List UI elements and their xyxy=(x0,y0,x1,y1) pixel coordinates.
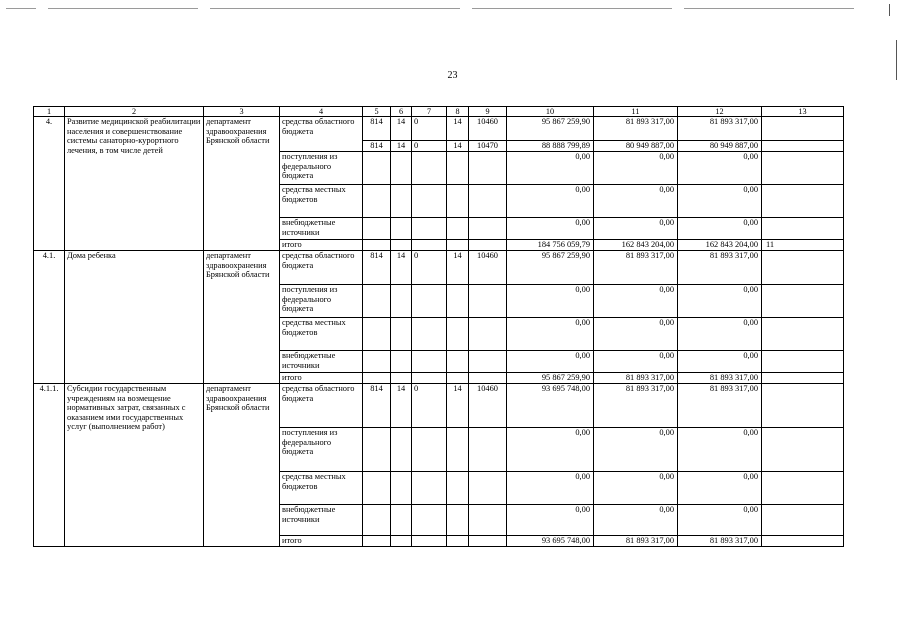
cell-code xyxy=(412,428,447,472)
cell-note xyxy=(762,373,844,384)
cell-amount: 95 867 259,90 xyxy=(507,251,594,285)
column-number: 11 xyxy=(594,107,678,117)
cell-code xyxy=(447,285,469,318)
cell-amount: 0,00 xyxy=(594,351,678,373)
funding-source: средства областного бюджета xyxy=(280,117,363,152)
cell-code xyxy=(412,218,447,240)
table-row xyxy=(34,384,844,428)
cell-code xyxy=(447,152,469,185)
cell-amount: 81 893 317,00 xyxy=(594,384,678,428)
cell-code: 0 xyxy=(412,117,447,141)
cell-code xyxy=(469,185,507,218)
column-number: 12 xyxy=(678,107,762,117)
cell-code: 814 xyxy=(363,251,391,285)
funding-source: средства местных бюджетов xyxy=(280,185,363,218)
cell-code: 14 xyxy=(447,384,469,428)
cell-code: 0 xyxy=(412,141,447,152)
cell-code xyxy=(447,505,469,536)
cell-code xyxy=(363,428,391,472)
cell-amount: 0,00 xyxy=(594,505,678,536)
cell-amount: 81 893 317,00 xyxy=(678,384,762,428)
cell-code xyxy=(412,472,447,505)
budget-table xyxy=(33,106,844,547)
cell-amount: 0,00 xyxy=(594,318,678,351)
cell-code xyxy=(363,472,391,505)
cell-amount: 0,00 xyxy=(678,472,762,505)
item-number: 4. xyxy=(34,117,65,251)
cell-amount: 93 695 748,00 xyxy=(507,384,594,428)
scan-edge-mark xyxy=(889,4,890,16)
cell-amount: 88 888 799,89 xyxy=(507,141,594,152)
cell-code xyxy=(412,351,447,373)
cell-code xyxy=(412,185,447,218)
funding-source: средства областного бюджета xyxy=(280,384,363,428)
cell-amount: 0,00 xyxy=(678,218,762,240)
column-number: 2 xyxy=(65,107,204,117)
cell-amount: 0,00 xyxy=(678,318,762,351)
cell-amount: 81 893 317,00 xyxy=(678,117,762,141)
cell-code xyxy=(447,185,469,218)
cell-code xyxy=(447,373,469,384)
cell-amount: 81 893 317,00 xyxy=(594,117,678,141)
cell-code: 14 xyxy=(391,117,412,141)
cell-code xyxy=(412,285,447,318)
cell-note xyxy=(762,218,844,240)
cell-code: 0 xyxy=(412,251,447,285)
cell-amount: 80 949 887,00 xyxy=(678,141,762,152)
cell-code xyxy=(363,351,391,373)
cell-amount: 162 843 204,00 xyxy=(594,240,678,251)
cell-code: 10460 xyxy=(469,117,507,141)
cell-code xyxy=(363,285,391,318)
cell-note xyxy=(762,117,844,141)
cell-amount: 0,00 xyxy=(678,285,762,318)
cell-code: 0 xyxy=(412,384,447,428)
cell-code xyxy=(469,472,507,505)
funding-source: поступления из федерального бюджета xyxy=(280,285,363,318)
cell-amount: 0,00 xyxy=(507,152,594,185)
funding-source: средства местных бюджетов xyxy=(280,472,363,505)
cell-amount: 81 893 317,00 xyxy=(594,251,678,285)
cell-note xyxy=(762,285,844,318)
cell-note xyxy=(762,428,844,472)
cell-code xyxy=(469,373,507,384)
cell-note xyxy=(762,505,844,536)
cell-code: 14 xyxy=(447,251,469,285)
cell-amount: 0,00 xyxy=(594,185,678,218)
cell-code xyxy=(469,318,507,351)
item-executor: департамент здравоохранения Брянской области xyxy=(204,117,280,251)
cell-amount: 0,00 xyxy=(678,351,762,373)
cell-code xyxy=(363,218,391,240)
funding-source: внебюджетные источники xyxy=(280,218,363,240)
cell-code xyxy=(391,373,412,384)
item-executor: департамент здравоохранения Брянской области xyxy=(204,251,280,384)
column-number: 9 xyxy=(469,107,507,117)
cell-code xyxy=(469,218,507,240)
cell-code: 10460 xyxy=(469,251,507,285)
cell-amount: 0,00 xyxy=(678,152,762,185)
page-number: 23 xyxy=(447,70,458,81)
cell-code xyxy=(363,152,391,185)
cell-amount: 0,00 xyxy=(507,318,594,351)
cell-code: 814 xyxy=(363,384,391,428)
item-number: 4.1.1. xyxy=(34,384,65,547)
item-name: Субсидии государственным учреждениям на возмещение нормативных затрат, связанных с оказанием ими государственных услуг (выполнением работ) xyxy=(65,384,204,547)
cell-amount: 0,00 xyxy=(678,185,762,218)
scan-artifact xyxy=(0,8,905,10)
column-number: 4 xyxy=(280,107,363,117)
cell-amount: 81 893 317,00 xyxy=(594,536,678,547)
cell-code xyxy=(412,536,447,547)
cell-code: 14 xyxy=(391,141,412,152)
cell-amount: 0,00 xyxy=(594,218,678,240)
cell-amount: 95 867 259,90 xyxy=(507,117,594,141)
cell-code: 814 xyxy=(363,117,391,141)
cell-code xyxy=(412,373,447,384)
cell-code xyxy=(447,472,469,505)
cell-code xyxy=(391,218,412,240)
cell-code xyxy=(363,185,391,218)
cell-amount: 0,00 xyxy=(678,505,762,536)
cell-amount: 0,00 xyxy=(507,218,594,240)
column-number: 5 xyxy=(363,107,391,117)
cell-code xyxy=(469,285,507,318)
cell-note xyxy=(762,318,844,351)
table-row xyxy=(34,251,844,285)
item-number: 4.1. xyxy=(34,251,65,384)
cell-code xyxy=(469,240,507,251)
cell-amount: 81 893 317,00 xyxy=(678,251,762,285)
cell-amount: 81 893 317,00 xyxy=(594,373,678,384)
cell-code xyxy=(447,318,469,351)
cell-amount: 95 867 259,90 xyxy=(507,373,594,384)
cell-code xyxy=(363,318,391,351)
cell-code xyxy=(447,218,469,240)
cell-code: 14 xyxy=(391,384,412,428)
cell-code xyxy=(363,240,391,251)
item-name: Дома ребенка xyxy=(65,251,204,384)
cell-code xyxy=(363,373,391,384)
cell-code xyxy=(391,185,412,218)
cell-amount: 80 949 887,00 xyxy=(594,141,678,152)
cell-code xyxy=(412,152,447,185)
cell-code xyxy=(363,505,391,536)
cell-code xyxy=(447,240,469,251)
cell-note: 11 xyxy=(762,240,844,251)
cell-amount: 0,00 xyxy=(594,472,678,505)
cell-code xyxy=(447,536,469,547)
cell-amount: 0,00 xyxy=(507,351,594,373)
cell-code xyxy=(412,505,447,536)
funding-source: итого xyxy=(280,536,363,547)
cell-amount: 0,00 xyxy=(507,472,594,505)
cell-amount: 81 893 317,00 xyxy=(678,536,762,547)
funding-source: итого xyxy=(280,373,363,384)
cell-code xyxy=(412,240,447,251)
cell-note xyxy=(762,384,844,428)
cell-code: 14 xyxy=(447,117,469,141)
cell-note xyxy=(762,351,844,373)
column-number: 3 xyxy=(204,107,280,117)
cell-code: 10460 xyxy=(469,384,507,428)
cell-code xyxy=(391,428,412,472)
funding-source: средства областного бюджета xyxy=(280,251,363,285)
funding-source: внебюджетные источники xyxy=(280,351,363,373)
cell-code xyxy=(391,505,412,536)
cell-amount: 0,00 xyxy=(507,285,594,318)
cell-code xyxy=(469,505,507,536)
cell-code xyxy=(391,536,412,547)
funding-source: поступления из федерального бюджета xyxy=(280,152,363,185)
cell-note xyxy=(762,152,844,185)
cell-code: 14 xyxy=(447,141,469,152)
funding-source: внебюджетные источники xyxy=(280,505,363,536)
column-number: 13 xyxy=(762,107,844,117)
cell-code xyxy=(447,351,469,373)
funding-source: итого xyxy=(280,240,363,251)
cell-amount: 184 756 059,79 xyxy=(507,240,594,251)
funding-source: поступления из федерального бюджета xyxy=(280,428,363,472)
column-number: 8 xyxy=(447,107,469,117)
column-header-row xyxy=(34,107,844,117)
cell-amount: 93 695 748,00 xyxy=(507,536,594,547)
table-row xyxy=(34,117,844,141)
cell-code xyxy=(469,351,507,373)
column-number: 6 xyxy=(391,107,412,117)
cell-amount: 0,00 xyxy=(507,505,594,536)
funding-source: средства местных бюджетов xyxy=(280,318,363,351)
cell-note xyxy=(762,472,844,505)
item-executor: департамент здравоохранения Брянской области xyxy=(204,384,280,547)
cell-code xyxy=(469,152,507,185)
cell-code xyxy=(391,240,412,251)
cell-amount: 0,00 xyxy=(507,185,594,218)
cell-amount: 0,00 xyxy=(594,428,678,472)
cell-code: 14 xyxy=(391,251,412,285)
cell-code xyxy=(469,536,507,547)
cell-note xyxy=(762,536,844,547)
column-number: 1 xyxy=(34,107,65,117)
cell-code xyxy=(412,318,447,351)
cell-code xyxy=(391,472,412,505)
cell-code xyxy=(391,152,412,185)
item-name: Развитие медицинской реабилитации населения и совершенствование системы санаторно-курортного лечения, в том числе детей xyxy=(65,117,204,251)
cell-code: 814 xyxy=(363,141,391,152)
cell-note xyxy=(762,251,844,285)
cell-code: 10470 xyxy=(469,141,507,152)
cell-code xyxy=(391,285,412,318)
cell-amount: 0,00 xyxy=(678,428,762,472)
column-number: 10 xyxy=(507,107,594,117)
cell-code xyxy=(469,428,507,472)
cell-code xyxy=(391,351,412,373)
cell-code xyxy=(447,428,469,472)
cell-code xyxy=(391,318,412,351)
cell-amount: 0,00 xyxy=(594,152,678,185)
cell-amount: 162 843 204,00 xyxy=(678,240,762,251)
cell-amount: 0,00 xyxy=(594,285,678,318)
cell-note xyxy=(762,185,844,218)
column-number: 7 xyxy=(412,107,447,117)
cell-note xyxy=(762,141,844,152)
cell-amount: 0,00 xyxy=(507,428,594,472)
cell-code xyxy=(363,536,391,547)
cell-amount: 81 893 317,00 xyxy=(678,373,762,384)
